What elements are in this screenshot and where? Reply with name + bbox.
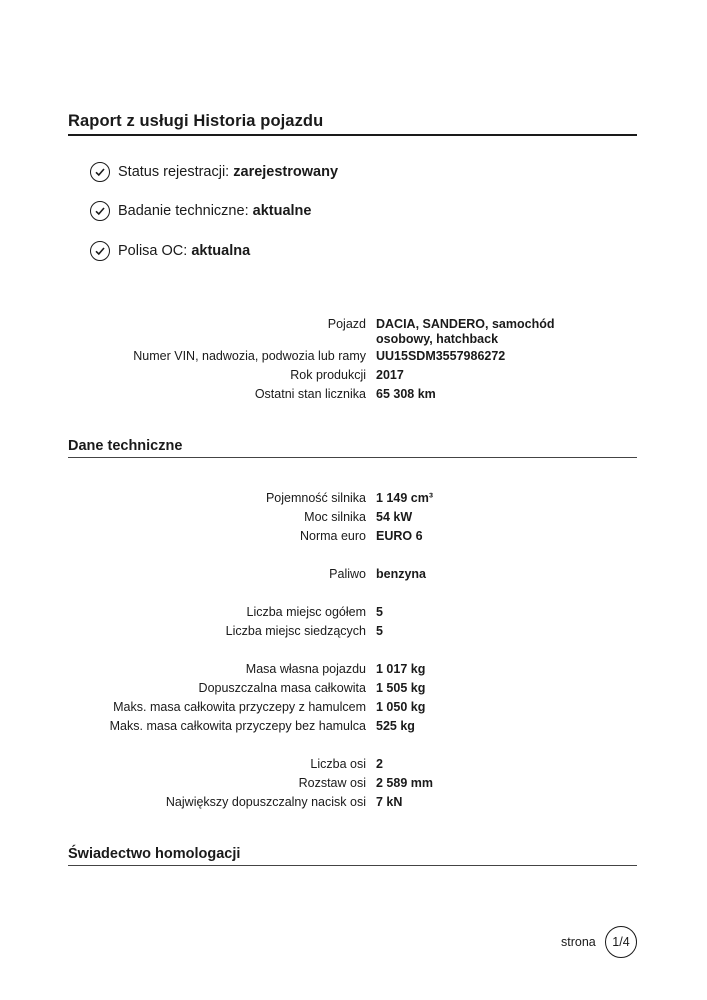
page-label: strona (561, 935, 596, 949)
field-value: 1 149 cm³ (376, 491, 433, 505)
status-label: Polisa OC: (118, 243, 192, 259)
field-value: UU15SDM3557986272 (376, 349, 506, 363)
field-label: Maks. masa całkowita przyczepy z hamulcem (113, 700, 366, 714)
field-label: Masa własna pojazdu (245, 662, 366, 676)
status-value: zarejestrowany (233, 164, 339, 180)
field-label: Największy dopuszczalny nacisk osi (165, 795, 366, 809)
field-value: 1 050 kg (376, 700, 426, 714)
section-divider (68, 457, 637, 458)
check-circle-icon (90, 241, 110, 261)
field-label: Moc silnika (304, 510, 366, 524)
status-value: aktualne (252, 203, 312, 219)
status-registration (90, 160, 338, 184)
field-value: 2017 (376, 368, 404, 382)
field-value: 65 308 km (376, 387, 436, 401)
field-value: 2 (376, 757, 383, 771)
check-circle-icon (90, 201, 110, 221)
field-value: benzyna (376, 567, 427, 581)
status-value: aktualna (191, 243, 251, 259)
section-divider (68, 865, 637, 866)
field-value: 54 kW (376, 510, 413, 524)
section-heading-technical: Dane techniczne (68, 438, 183, 454)
field-value: 7 kN (376, 795, 403, 809)
field-value: EURO 6 (376, 529, 423, 543)
field-value: 2 589 mm (376, 776, 433, 790)
status-inspection (90, 199, 311, 223)
field-label: Liczba miejsc siedzących (225, 624, 366, 638)
check-circle-icon (90, 162, 110, 182)
field-label: Norma euro (300, 529, 366, 543)
field-value: 525 kg (376, 719, 415, 733)
field-label: Liczba miejsc ogółem (246, 605, 366, 619)
field-label: Pojemność silnika (265, 491, 366, 505)
field-label: Ostatni stan licznika (254, 387, 366, 401)
title-divider (68, 134, 637, 136)
field-value: DACIA, SANDERO, samochód osobowy, hatchback (376, 317, 555, 346)
field-value: 1 017 kg (376, 662, 426, 676)
field-value: 5 (376, 624, 383, 638)
field-value: 1 505 kg (376, 681, 426, 695)
field-value: 5 (376, 605, 383, 619)
field-label: Maks. masa całkowita przyczepy bez hamulca (109, 719, 366, 733)
status-label: Status rejestracji: (118, 164, 234, 180)
field-label: Liczba osi (310, 757, 366, 771)
section-heading-homologation: Świadectwo homologacji (68, 846, 241, 862)
status-insurance (90, 239, 250, 263)
field-label: Numer VIN, nadwozia, podwozia lub ramy (133, 349, 366, 363)
status-label: Badanie techniczne: (118, 203, 253, 219)
report-title: Raport z usługi Historia pojazdu (68, 112, 324, 130)
field-label: Rozstaw osi (298, 776, 366, 790)
field-label: Dopuszczalna masa całkowita (198, 681, 366, 695)
page-number-badge: 1/4 (605, 926, 637, 958)
field-label: Paliwo (329, 567, 366, 581)
field-label: Pojazd (327, 317, 366, 331)
field-label: Rok produkcji (290, 368, 366, 382)
